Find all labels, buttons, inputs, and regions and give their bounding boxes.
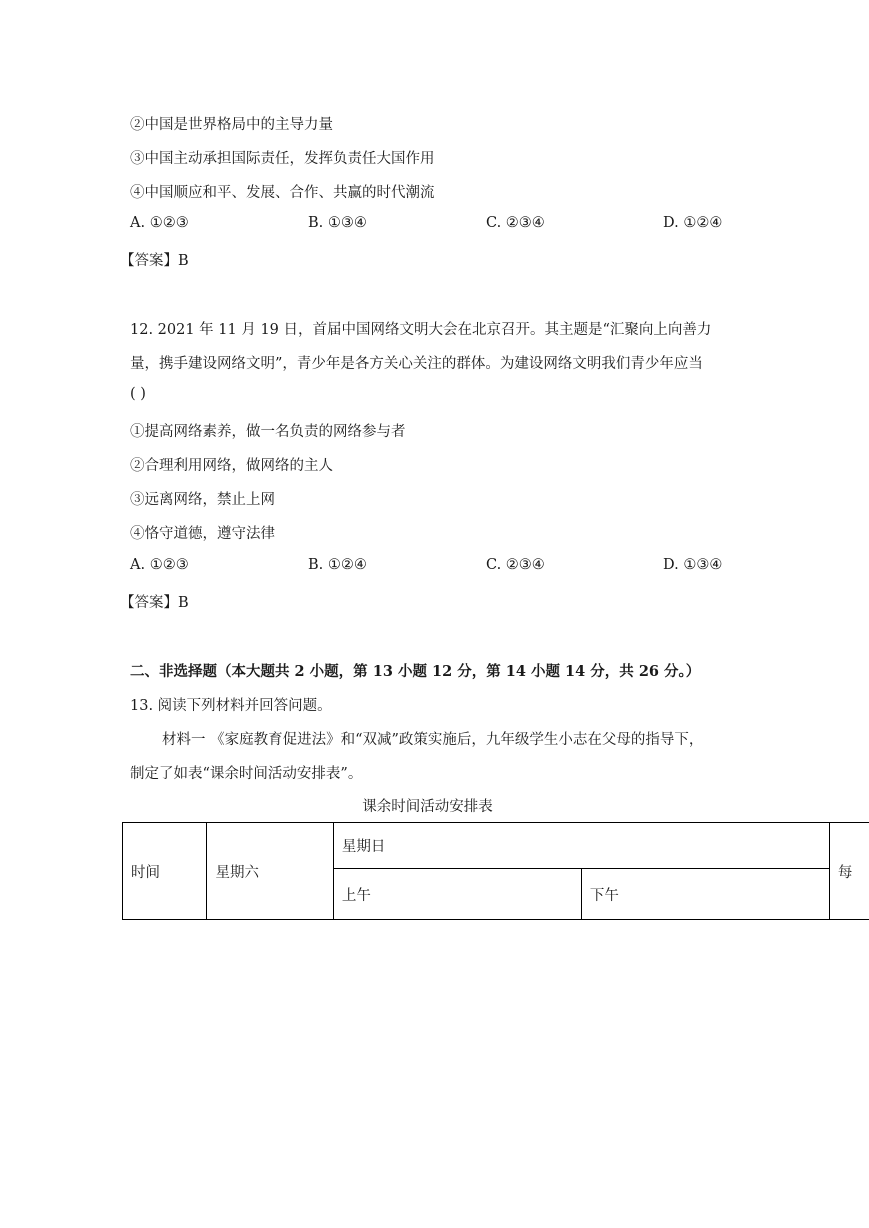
q12-option-b: B. ①②④ — [308, 557, 367, 573]
q12-answer: 【答案】B — [120, 595, 189, 611]
q12-item-1: ①提高网络素养，做一名负责的网络参与者 — [130, 424, 406, 440]
q11-item-4: ④中国顺应和平、发展、合作、共赢的时代潮流 — [130, 185, 435, 201]
q12-item-2: ②合理利用网络，做网络的主人 — [130, 458, 333, 474]
q12-stem-line1: 12. 2021 年 11 月 19 日，首届中国网络文明大会在北京召开。其主题是“汇聚向上向善力 — [130, 322, 712, 338]
table-caption-text: 课余时间活动安排表 — [362, 799, 493, 815]
q12-option-a: A. ①②③ — [130, 557, 189, 573]
q12-stem-line2: 量，携手建设网络文明”，青少年是各方关心关注的群体。为建设网络文明我们青少年应当 — [130, 356, 703, 372]
q11-option-d: D. ①②④ — [663, 215, 723, 231]
q11-item-2: ②中国是世界格局中的主导力量 — [130, 117, 333, 133]
table-header-sunday-am: 上午 — [333, 869, 581, 920]
q12-item-3: ③远离网络，禁止上网 — [130, 492, 275, 508]
q12-item-4: ④恪守道德，遵守法律 — [130, 526, 275, 542]
q12-option-c: C. ②③④ — [486, 557, 545, 573]
q12-stem-line3: ( ) — [130, 386, 146, 402]
schedule-table — [122, 822, 869, 920]
q11-option-c: C. ②③④ — [486, 215, 545, 231]
q11-option-a: A. ①②③ — [130, 215, 189, 231]
q13-material-line2: 制定了如表“课余时间活动安排表”。 — [130, 766, 363, 782]
section2-heading: 二、非选择题（本大题共 2 小题，第 13 小题 12 分，第 14 小题 14 分，共 26 分。） — [130, 663, 701, 680]
table-caption — [0, 795, 869, 816]
q13-material-line1: 材料一 《家庭教育促进法》和“双减”政策实施后，九年级学生小志在父母的指导下， — [162, 732, 704, 748]
table-header-daily: 每 — [829, 823, 869, 920]
q12-option-d: D. ①③④ — [663, 557, 723, 573]
table-header-saturday: 星期六 — [207, 823, 333, 920]
q11-option-b: B. ①③④ — [308, 215, 367, 231]
q11-answer: 【答案】B — [120, 253, 189, 269]
table-header-time: 时间 — [123, 823, 207, 920]
table-header-sunday-pm: 下午 — [581, 869, 829, 920]
q11-item-3: ③中国主动承担国际责任，发挥负责任大国作用 — [130, 151, 435, 167]
table-header-sunday: 星期日 — [333, 823, 829, 869]
q13-stem: 13. 阅读下列材料并回答问题。 — [130, 698, 332, 714]
